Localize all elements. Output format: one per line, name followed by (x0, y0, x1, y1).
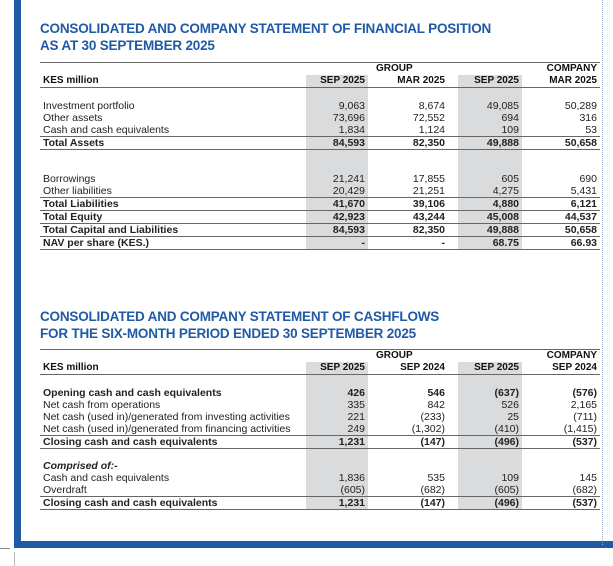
table-row: Net cash from operations 335 842 526 2,165 (43, 398, 597, 411)
title-line-1: CONSOLIDATED AND COMPANY STATEMENT OF FINANCIAL POSITION (40, 21, 492, 36)
total-row: Total Equity 42,923 43,244 45,008 44,537 (40, 211, 600, 224)
company-header: COMPANY (458, 63, 600, 76)
col-header: SEP 2025 (458, 75, 522, 88)
units-label: KES million (40, 75, 306, 88)
spacer-row (40, 375, 600, 387)
table-row: Other assets 73,696 72,552 694 316 (43, 111, 597, 124)
cashflows-title (40, 308, 439, 342)
col-header: MAR 2025 (368, 75, 448, 88)
spacer-row (40, 161, 600, 173)
total-row: Total Assets 84,593 82,350 49,888 50,658 (40, 136, 600, 149)
group-header: GROUP (368, 350, 448, 363)
company-header: COMPANY (458, 350, 600, 363)
spacer-row (40, 88, 600, 100)
header-columns-row (40, 362, 600, 375)
total-row: Total Capital and Liabilities 84,593 82,350 49,888 50,658 (40, 224, 600, 237)
bottom-accent-bar (14, 541, 613, 548)
group-header: GROUP (368, 63, 448, 76)
title-line-2: FOR THE SIX-MONTH PERIOD ENDED 30 SEPTEMBER 2025 (40, 326, 416, 341)
left-accent-bar (14, 0, 21, 548)
table-row: Overdraft (605) (682) (605) (682) (43, 484, 597, 496)
total-row: NAV per share (KES.) - - 68.75 66.93 (40, 237, 600, 250)
spacer-row (40, 448, 600, 460)
total-row: Total Liabilities 41,670 39,106 4,880 6,121 (40, 198, 600, 211)
table-row: Cash and cash equivalents 1,836 535 109 145 (43, 472, 597, 484)
financial-position-title (40, 20, 491, 54)
table-row: Investment portfolio 9,063 8,674 49,085 50,289 (43, 99, 597, 112)
total-row: Closing cash and cash equivalents 1,231 (147) (496) (537) (40, 435, 600, 448)
header-columns-row (40, 75, 600, 88)
title-line-1: CONSOLIDATED AND COMPANY STATEMENT OF CASHFLOWS (40, 309, 440, 324)
table-row: Comprised of:- (40, 460, 600, 472)
financial-position-table (40, 62, 600, 250)
header-group-row (40, 63, 600, 76)
title-line-2: AS AT 30 SEPTEMBER 2025 (40, 38, 215, 53)
crop-mark (0, 548, 10, 549)
table-row: Borrowings 21,241 17,855 605 690 (43, 173, 597, 185)
table-row: Opening cash and cash equivalents 426 546 (637) (576) (43, 386, 597, 399)
total-row: Closing cash and cash equivalents 1,231 (147) (496) (537) (40, 497, 600, 510)
col-header: MAR 2025 (522, 75, 600, 88)
table-row: Net cash (used in)/generated from investing activities 221 (233) 25 (711) (43, 410, 597, 423)
header-group-row (40, 350, 600, 363)
col-header: SEP 2024 (522, 362, 600, 375)
units-label: KES million (40, 362, 306, 375)
crop-mark-vertical (14, 552, 15, 566)
col-header: SEP 2025 (306, 75, 368, 88)
cashflows-table (40, 349, 600, 510)
page-edge-guide (602, 0, 603, 545)
table-row: Other liabilities 20,429 21,251 4,275 5,431 (43, 185, 597, 197)
table-row: Net cash (used in)/generated from financing activities 249 (1,302) (410) (1,415) (43, 422, 597, 435)
table-row: Cash and cash equivalents 1,834 1,124 109 53 (43, 123, 597, 136)
col-header: SEP 2025 (458, 362, 522, 375)
col-header: SEP 2024 (368, 362, 448, 375)
col-header: SEP 2025 (306, 362, 368, 375)
spacer-row (40, 149, 600, 161)
